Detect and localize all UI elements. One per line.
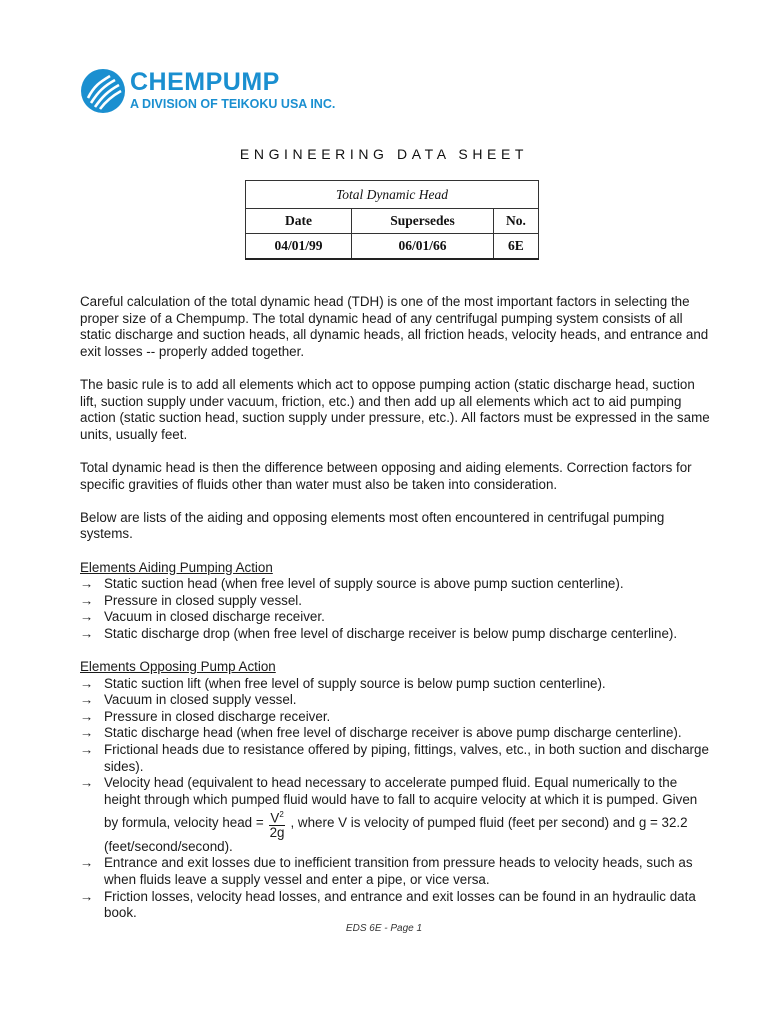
list-item-velocity-head: → Velocity head (equivalent to head necessary to accelerate pumped fluid. Equal numerically to the height through which pumped fluid would have to fall to acquire velocity at which it is pumped. Given by formula, velocity head = $\frac{V^2}{2g}$ , where V is velocity of pumped fluid (feet per second) and g = 32.2 (feet/second/second).: [80, 775, 698, 854]
list-item: → Static discharge drop (when free level of discharge receiver is below pump discharge centerline).: [80, 625, 678, 641]
sheet-title: ENGINEERING DATA SHEET: [239, 146, 529, 162]
meta-header-number: No.: [493, 209, 538, 234]
opposing-heading: Elements Opposing Pump Action: [80, 659, 276, 675]
list-item: → Frictional heads due to resistance offered by piping, fittings, valves, etc., in both suction and discharge sides).: [80, 742, 709, 774]
velocity-head-formula: $\frac{V^2}{2g}$: [269, 810, 285, 840]
document-body: [80, 294, 710, 938]
arrow-icon: →: [80, 855, 94, 871]
paragraph-intro: Careful calculation of the total dynamic head (TDH) is one of the most important factors in selecting the proper size of a Chempump. The total dynamic head of any centrifugal pumping system consists of all static discharge and suction heads, all dynamic heads, all friction heads, velocity heads, and entrance and exit losses -- properly added together.: [80, 294, 709, 359]
arrow-icon: →: [80, 775, 94, 791]
arrow-icon: →: [80, 708, 94, 724]
meta-date: 04/01/99: [246, 234, 352, 260]
list-item: → Static suction lift (when free level of supply source is below pump suction centerline).: [80, 675, 606, 691]
aiding-heading: Elements Aiding Pumping Action: [80, 559, 273, 575]
arrow-icon: →: [80, 625, 94, 641]
paragraph-tdh-difference: Total dynamic head is then the difference between opposing and aiding elements. Correction factors for specific gravities of fluids other than water must also be taken into consideration.: [80, 459, 692, 492]
list-item: → Vacuum in closed supply vessel.: [80, 692, 297, 708]
meta-table: [245, 180, 539, 260]
chempump-logo-icon: [80, 68, 126, 114]
list-item: → Entrance and exit losses due to inefficient transition from pressure heads to velocity heads, such as when fluids leave a supply vessel and enter a pipe, or vice versa.: [80, 855, 693, 888]
paragraph-basic-rule: The basic rule is to add all elements which act to oppose pumping action (static discharge head, suction lift, suction supply under vacuum, friction, etc.) and then add up all elements which act to aid pumping action (static suction head, suction supply under pressure, etc.). All factors must be expressed in the same units, usually feet.: [80, 376, 710, 442]
meta-caption: Total Dynamic Head: [246, 181, 539, 209]
arrow-icon: →: [80, 725, 94, 741]
list-item: → Static discharge head (when free level of discharge receiver is above pump discharge centerline).: [80, 725, 682, 741]
paragraph-lists-intro: Below are lists of the aiding and opposing elements most often encountered in centrifugal pumping systems.: [80, 509, 665, 542]
opposing-list: [80, 676, 710, 922]
company-logo: [80, 66, 350, 116]
page-footer: EDS 6E - Page 1: [345, 923, 423, 934]
list-item: → Vacuum in closed discharge receiver.: [80, 609, 325, 625]
meta-header-date: Date: [246, 209, 352, 234]
arrow-icon: →: [80, 576, 94, 592]
arrow-icon: →: [80, 609, 94, 625]
list-item: → Pressure in closed discharge receiver.: [80, 708, 331, 724]
arrow-icon: →: [80, 692, 94, 708]
company-subtitle: A DIVISION OF TEIKOKU USA INC.: [130, 97, 336, 111]
arrow-icon: →: [80, 675, 94, 691]
arrow-icon: →: [80, 592, 94, 608]
list-item: → Static suction head (when free level of supply source is above pump suction centerline).: [80, 576, 624, 592]
company-name: CHEMPUMP: [130, 68, 280, 96]
arrow-icon: →: [80, 888, 94, 904]
meta-supersedes: 06/01/66: [352, 234, 494, 260]
arrow-icon: →: [80, 742, 94, 758]
list-item: → Pressure in closed supply vessel.: [80, 592, 302, 608]
meta-number: 6E: [493, 234, 538, 260]
list-item: → Friction losses, velocity head losses, and entrance and exit losses can be found in an hydraulic data book.: [80, 888, 696, 921]
aiding-list: [80, 576, 710, 642]
meta-header-supersedes: Supersedes: [352, 209, 494, 234]
